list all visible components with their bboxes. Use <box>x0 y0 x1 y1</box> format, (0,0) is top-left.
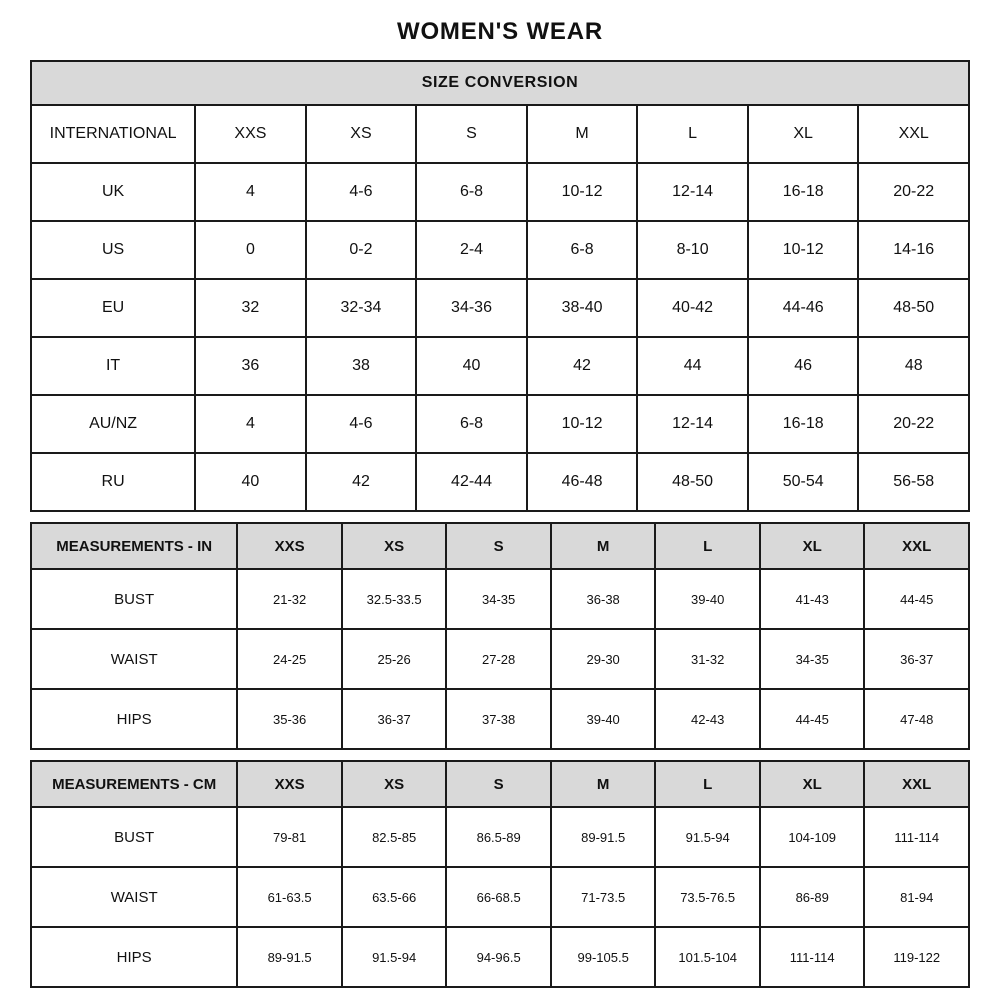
table-row <box>31 689 969 749</box>
table-row <box>31 867 969 927</box>
size-cell: 40 <box>195 453 306 511</box>
size-cell: 44-46 <box>748 279 859 337</box>
size-cell: 42 <box>306 453 417 511</box>
column-header: XL <box>748 105 859 163</box>
table-header-row <box>31 761 969 807</box>
column-header: L <box>655 523 760 569</box>
measurement-cell: 66-68.5 <box>446 867 551 927</box>
size-cell: 16-18 <box>748 395 859 453</box>
column-header: L <box>655 761 760 807</box>
measurement-cell: 101.5-104 <box>655 927 760 987</box>
size-cell: 14-16 <box>858 221 969 279</box>
measurement-cell: 94-96.5 <box>446 927 551 987</box>
size-cell: 46 <box>748 337 859 395</box>
measurement-cell: 89-91.5 <box>237 927 342 987</box>
size-conversion-table <box>30 60 970 512</box>
table-row <box>31 629 969 689</box>
column-header: XXS <box>237 761 342 807</box>
measurement-cell: 44-45 <box>864 569 969 629</box>
size-cell: 40 <box>416 337 527 395</box>
measurement-cell: 36-38 <box>551 569 656 629</box>
column-header: M <box>551 761 656 807</box>
table-row <box>31 453 969 511</box>
measurement-cell: 73.5-76.5 <box>655 867 760 927</box>
size-cell: 38-40 <box>527 279 638 337</box>
row-label: HIPS <box>31 927 237 987</box>
measurement-cell: 34-35 <box>760 629 865 689</box>
measurement-cell: 111-114 <box>864 807 969 867</box>
column-header: S <box>416 105 527 163</box>
table-row <box>31 221 969 279</box>
measurement-cell: 111-114 <box>760 927 865 987</box>
measurement-cell: 27-28 <box>446 629 551 689</box>
table-row <box>31 927 969 987</box>
size-cell: 8-10 <box>637 221 748 279</box>
column-header: XL <box>760 761 865 807</box>
size-cell: 4 <box>195 395 306 453</box>
measurements-in-title: MEASUREMENTS - IN <box>31 523 237 569</box>
measurement-cell: 79-81 <box>237 807 342 867</box>
table-row <box>31 807 969 867</box>
row-label: BUST <box>31 569 237 629</box>
size-cell: 44 <box>637 337 748 395</box>
table-row <box>31 337 969 395</box>
measurement-cell: 82.5-85 <box>342 807 447 867</box>
column-header: S <box>446 761 551 807</box>
size-cell: 6-8 <box>527 221 638 279</box>
size-cell: 4 <box>195 163 306 221</box>
column-header: XXL <box>858 105 969 163</box>
size-cell: 6-8 <box>416 395 527 453</box>
measurements-cm-table <box>30 760 970 988</box>
measurement-cell: 36-37 <box>342 689 447 749</box>
measurement-cell: 42-43 <box>655 689 760 749</box>
size-cell: 12-14 <box>637 163 748 221</box>
row-label: WAIST <box>31 867 237 927</box>
row-label: IT <box>31 337 195 395</box>
size-cell: 48-50 <box>858 279 969 337</box>
size-cell: 46-48 <box>527 453 638 511</box>
measurement-cell: 24-25 <box>237 629 342 689</box>
measurement-cell: 21-32 <box>237 569 342 629</box>
column-header: XL <box>760 523 865 569</box>
column-header: INTERNATIONAL <box>31 105 195 163</box>
table-row <box>31 395 969 453</box>
measurement-cell: 104-109 <box>760 807 865 867</box>
size-cell: 34-36 <box>416 279 527 337</box>
table-banner-row <box>31 61 969 105</box>
measurement-cell: 39-40 <box>655 569 760 629</box>
measurement-cell: 44-45 <box>760 689 865 749</box>
size-cell: 6-8 <box>416 163 527 221</box>
measurements-in-table <box>30 522 970 750</box>
size-cell: 38 <box>306 337 417 395</box>
row-label: BUST <box>31 807 237 867</box>
size-cell: 20-22 <box>858 395 969 453</box>
measurement-cell: 61-63.5 <box>237 867 342 927</box>
size-cell: 12-14 <box>637 395 748 453</box>
measurement-cell: 29-30 <box>551 629 656 689</box>
row-label: US <box>31 221 195 279</box>
measurement-cell: 47-48 <box>864 689 969 749</box>
column-header: XS <box>342 761 447 807</box>
measurement-cell: 37-38 <box>446 689 551 749</box>
size-cell: 16-18 <box>748 163 859 221</box>
column-header: XS <box>342 523 447 569</box>
size-cell: 10-12 <box>748 221 859 279</box>
column-header: XS <box>306 105 417 163</box>
size-cell: 4-6 <box>306 395 417 453</box>
table-row <box>31 569 969 629</box>
table-row <box>31 279 969 337</box>
column-header: XXS <box>195 105 306 163</box>
column-header: XXL <box>864 761 969 807</box>
size-cell: 2-4 <box>416 221 527 279</box>
column-header: M <box>527 105 638 163</box>
measurement-cell: 99-105.5 <box>551 927 656 987</box>
column-header: XXS <box>237 523 342 569</box>
size-cell: 42-44 <box>416 453 527 511</box>
row-label: AU/NZ <box>31 395 195 453</box>
measurement-cell: 119-122 <box>864 927 969 987</box>
row-label: RU <box>31 453 195 511</box>
page-title: WOMEN'S WEAR <box>397 18 603 45</box>
measurement-cell: 39-40 <box>551 689 656 749</box>
measurement-cell: 63.5-66 <box>342 867 447 927</box>
row-label: UK <box>31 163 195 221</box>
column-header: XXL <box>864 523 969 569</box>
size-cell: 42 <box>527 337 638 395</box>
measurement-cell: 32.5-33.5 <box>342 569 447 629</box>
size-cell: 0-2 <box>306 221 417 279</box>
size-cell: 40-42 <box>637 279 748 337</box>
column-header: L <box>637 105 748 163</box>
size-cell: 10-12 <box>527 163 638 221</box>
size-cell: 0 <box>195 221 306 279</box>
size-cell: 20-22 <box>858 163 969 221</box>
size-cell: 48-50 <box>637 453 748 511</box>
size-cell: 32-34 <box>306 279 417 337</box>
size-cell: 10-12 <box>527 395 638 453</box>
table-header-row <box>31 523 969 569</box>
measurement-cell: 41-43 <box>760 569 865 629</box>
size-cell: 48 <box>858 337 969 395</box>
table-header-row <box>31 105 969 163</box>
measurements-cm-title: MEASUREMENTS - CM <box>31 761 237 807</box>
size-cell: 4-6 <box>306 163 417 221</box>
size-cell: 50-54 <box>748 453 859 511</box>
measurement-cell: 86.5-89 <box>446 807 551 867</box>
measurement-cell: 36-37 <box>864 629 969 689</box>
row-label: EU <box>31 279 195 337</box>
size-cell: 32 <box>195 279 306 337</box>
size-cell: 56-58 <box>858 453 969 511</box>
measurement-cell: 91.5-94 <box>342 927 447 987</box>
measurement-cell: 91.5-94 <box>655 807 760 867</box>
measurement-cell: 25-26 <box>342 629 447 689</box>
measurement-cell: 34-35 <box>446 569 551 629</box>
measurement-cell: 89-91.5 <box>551 807 656 867</box>
measurement-cell: 31-32 <box>655 629 760 689</box>
table-row <box>31 163 969 221</box>
column-header: M <box>551 523 656 569</box>
size-cell: 36 <box>195 337 306 395</box>
column-header: S <box>446 523 551 569</box>
measurement-cell: 71-73.5 <box>551 867 656 927</box>
size-conversion-title: SIZE CONVERSION <box>31 61 969 105</box>
measurement-cell: 81-94 <box>864 867 969 927</box>
row-label: HIPS <box>31 689 237 749</box>
row-label: WAIST <box>31 629 237 689</box>
measurement-cell: 35-36 <box>237 689 342 749</box>
measurement-cell: 86-89 <box>760 867 865 927</box>
